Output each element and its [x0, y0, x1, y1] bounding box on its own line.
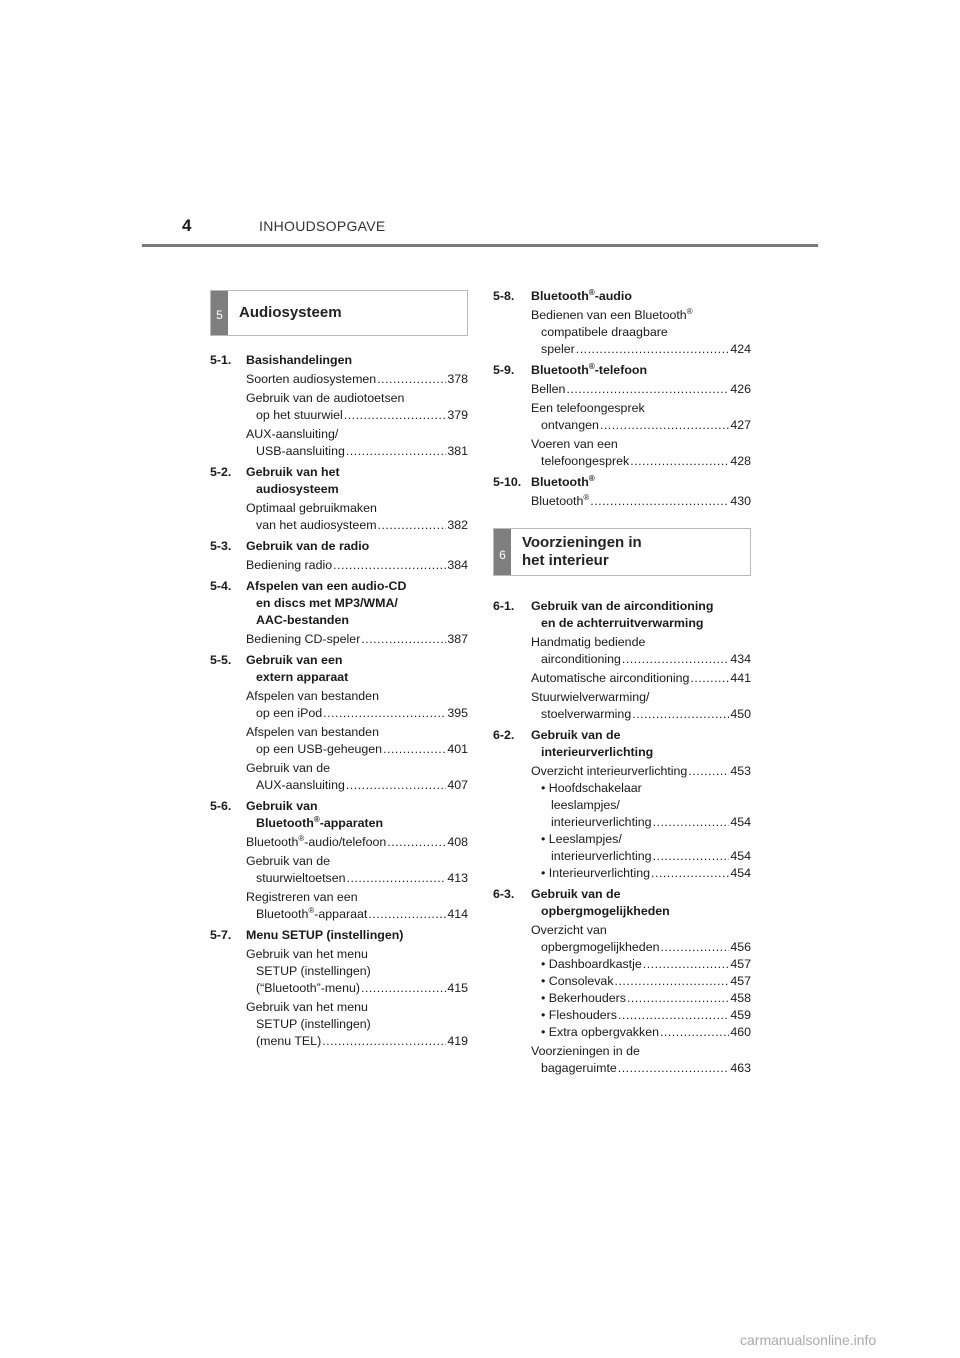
toc-entry[interactable]: Bediening radio ..... 384: [246, 557, 468, 574]
toc-entry[interactable]: Overzicht interieurverlichting ..... 453 • Hoofdschakelaar leeslampjes/ interieurverlichting ..... 454 • Leeslampjes/ interieurverlichting ..... 454 • Interieurverlichting ..... 454: [531, 763, 751, 882]
toc-entry[interactable]: Bedienen van een Bluetooth® compatibele draagbare speler ..... 424: [531, 307, 751, 358]
toc-entry[interactable]: Bluetooth®-audio/telefoon ..... 408: [246, 834, 468, 851]
section-heading[interactable]: 5-1. Basishandelingen: [210, 353, 353, 367]
section-heading[interactable]: 5-9. Bluetooth®-telefoon: [493, 361, 648, 377]
toc-entry[interactable]: Overzicht van opbergmogelijkheden ..... 456 • Dashboardkastje ..... 457 • Consolevak ..... 457 • Bekerhouders ..... 458 • Fleshouders ..... 459 • Extra opbergvakken ..... 460: [531, 922, 751, 1041]
toc-entry[interactable]: Een telefoongesprek ontvangen ..... 427: [531, 400, 751, 434]
page-number: 4: [182, 216, 192, 235]
section-heading[interactable]: 5-5. Gebruik van een extern apparaat: [210, 653, 349, 684]
toc-subentry[interactable]: • Interieurverlichting ..... 454: [531, 865, 751, 882]
toc-entry[interactable]: Gebruik van de stuurwieltoetsen ..... 413: [246, 853, 468, 887]
chapter-box-6: [493, 528, 751, 576]
toc-entry[interactable]: Gebruik van het menu SETUP (instellingen) (“Bluetooth”-menu) ..... 415: [246, 946, 468, 997]
toc-entry[interactable]: Optimaal gebruikmaken van het audiosysteem ..... 382: [246, 500, 468, 534]
toc-entry[interactable]: Bellen ..... 426: [531, 381, 751, 398]
chapter-box-5: [210, 290, 468, 336]
section-heading[interactable]: 5-8. Bluetooth®-audio: [493, 287, 632, 303]
section-heading[interactable]: 5-4. Afspelen van een audio-CD en discs met MP3/WMA/ AAC-bestanden: [210, 579, 407, 627]
toc-subentry[interactable]: • Hoofdschakelaar leeslampjes/ interieurverlichting ..... 454: [531, 780, 751, 831]
section-heading[interactable]: 6-1. Gebruik van de airconditioning en de achterruitverwarming: [493, 599, 714, 630]
toc-entry[interactable]: Automatische airconditioning ..... 441: [531, 670, 751, 687]
toc-entry[interactable]: Gebruik van het menu SETUP (instellingen) (menu TEL) ..... 419: [246, 999, 468, 1050]
toc-right-column: [493, 284, 751, 1077]
toc-left-column: [210, 290, 468, 1050]
toc-entry[interactable]: Soorten audiosystemen ..... 378: [246, 371, 468, 388]
chapter-number: 6: [494, 529, 511, 575]
toc-entry[interactable]: Afspelen van bestanden op een USB-geheugen ..... 401: [246, 724, 468, 758]
toc-entry[interactable]: Handmatig bediende airconditioning ..... 434: [531, 634, 751, 668]
section-heading[interactable]: 5-2. Gebruik van het audiosysteem: [210, 465, 340, 496]
chapter-title: Audiosysteem: [239, 304, 342, 321]
watermark: carmanualsonline.info: [740, 1332, 877, 1348]
section-heading[interactable]: 5-7. Menu SETUP (instellingen): [210, 928, 404, 942]
toc-subentry[interactable]: • Consolevak ..... 457: [531, 973, 751, 990]
toc-subentry[interactable]: • Fleshouders ..... 459: [531, 1007, 751, 1024]
toc-entry[interactable]: Voeren van een telefoongesprek ..... 428: [531, 436, 751, 470]
toc-subentry[interactable]: • Leeslampjes/ interieurverlichting ..... 454: [531, 831, 751, 865]
toc-entry[interactable]: Afspelen van bestanden op een iPod ..... 395: [246, 688, 468, 722]
section-heading[interactable]: 6-3. Gebruik van de opbergmogelijkheden: [493, 887, 670, 918]
toc-entry[interactable]: Voorzieningen in de bagageruimte ..... 463: [531, 1043, 751, 1077]
section-heading[interactable]: 5-10. Bluetooth®: [493, 473, 595, 489]
toc-subentry[interactable]: • Bekerhouders ..... 458: [531, 990, 751, 1007]
toc-subentry[interactable]: • Extra opbergvakken ..... 460: [531, 1024, 751, 1041]
toc-entry[interactable]: AUX-aansluiting/ USB-aansluiting ..... 381: [246, 426, 468, 460]
toc-entry[interactable]: Gebruik van de AUX-aansluiting ..... 407: [246, 760, 468, 794]
toc-entry[interactable]: Bluetooth® ..... 430: [531, 493, 751, 510]
toc-entry[interactable]: Stuurwielverwarming/ stoelverwarming ..... 450: [531, 689, 751, 723]
page-title: INHOUDSOPGAVE: [259, 218, 386, 234]
chapter-title: Voorzieningen in het interieur: [522, 534, 642, 569]
toc-entry[interactable]: Bediening CD-speler ..... 387: [246, 631, 468, 648]
toc-entry[interactable]: Registreren van een Bluetooth®-apparaat ..... 414: [246, 889, 468, 923]
chapter-number: 5: [211, 291, 228, 335]
toc-subentry[interactable]: • Dashboardkastje ..... 457: [531, 956, 751, 973]
section-heading[interactable]: 5-6. Gebruik van Bluetooth®-apparaten: [210, 799, 384, 830]
section-heading[interactable]: 5-3. Gebruik van de radio: [210, 539, 370, 553]
header-rule: [142, 244, 818, 247]
toc-entry[interactable]: Gebruik van de audiotoetsen op het stuurwiel ..... 379: [246, 390, 468, 424]
section-heading[interactable]: 6-2. Gebruik van de interieurverlichting: [493, 728, 654, 759]
